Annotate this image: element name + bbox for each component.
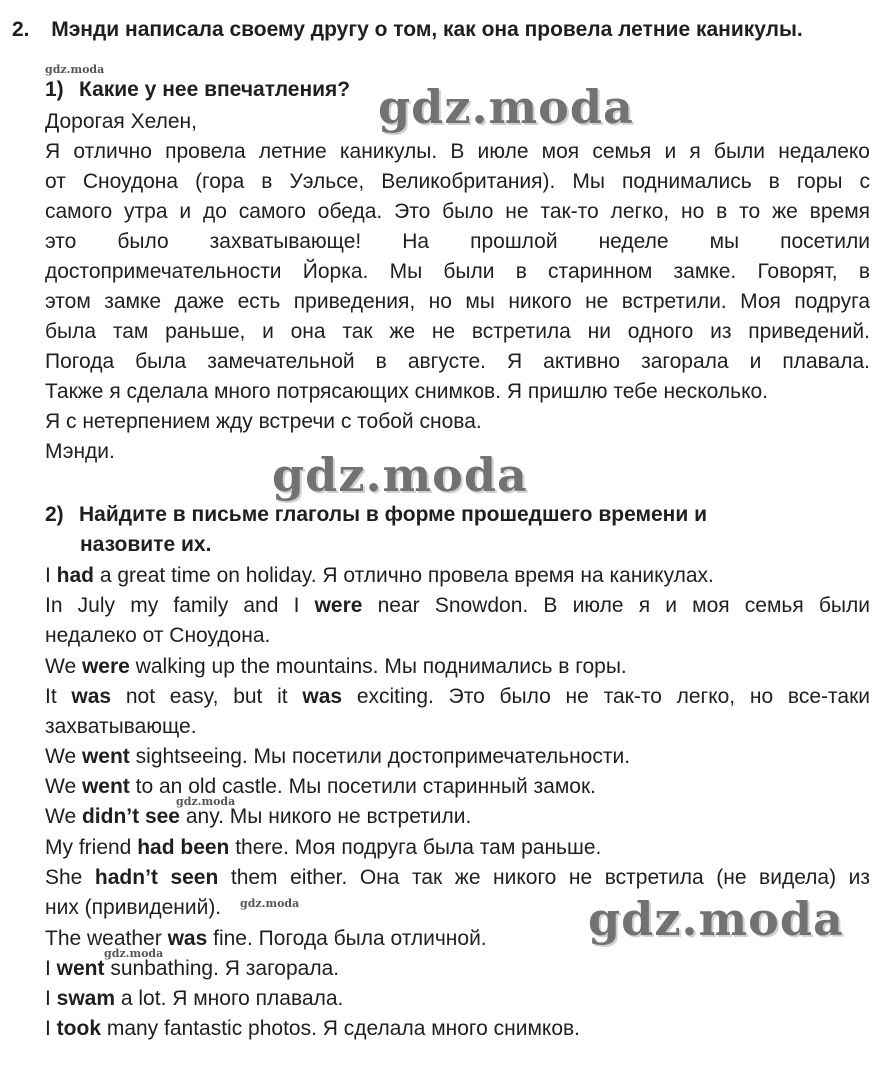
watermark-small: gdz.moda	[240, 897, 300, 910]
task-number: 2.	[12, 18, 30, 41]
letter-line: от Сноудона (гора в Уэльсе, Великобритания). Мы поднимались в горы с	[45, 170, 870, 193]
answer-text: a lot. Я много плавала.	[115, 987, 344, 1010]
past-verb: was	[71, 685, 112, 708]
answer-text: there. Моя подруга была там раньше.	[229, 836, 602, 859]
past-verb: swam	[56, 987, 116, 1010]
answer-text: We	[45, 745, 82, 768]
answer-text: fine. Погода была отличной.	[207, 927, 487, 950]
part2-number: 2)	[45, 503, 64, 526]
part2-question-line2: назовите их.	[80, 533, 212, 556]
answer-text: to an old castle. Мы посетили старинный замок.	[129, 775, 596, 798]
answer-line	[45, 954, 870, 984]
past-verb: went	[81, 745, 130, 768]
answer-text: walking up the mountains. Мы поднимались в горы.	[129, 655, 627, 678]
letter-line: это было захватывающе! На прошлой неделе мы посетили	[45, 230, 870, 253]
answer-text: We	[45, 775, 82, 798]
answer-text: I	[45, 1017, 57, 1040]
answer-text: She	[45, 866, 95, 889]
answer-text: sunbathing. Я загорала.	[104, 957, 340, 980]
answer-text: near Snowdon. В июле я и моя семья были	[362, 594, 870, 617]
answer-text: We	[45, 805, 82, 828]
past-verb: were	[314, 594, 363, 617]
answer-text: We	[45, 655, 82, 678]
past-verb: went	[56, 957, 105, 980]
past-verb: went	[81, 775, 130, 798]
letter-line: самого утра и до самого обеда. Это было не так-то легко, но в то же время	[45, 200, 870, 223]
answer-line	[45, 802, 870, 832]
past-verb: was	[302, 685, 343, 708]
letter-line: этом замке даже есть приведения, но мы никого не встретили. Моя подруга	[45, 290, 870, 313]
answer-line	[45, 682, 870, 712]
answer-line	[45, 833, 870, 863]
answer-text: exciting. Это было не так-то легко, но все-таки	[342, 685, 870, 708]
part1-number: 1)	[45, 78, 64, 101]
answer-line	[45, 772, 870, 802]
answer-text: sightseeing. Мы посетили достопримечательности.	[129, 745, 631, 768]
answer-line	[45, 591, 870, 621]
answer-text: many fantastic photos. Я сделала много снимков.	[101, 1017, 581, 1040]
past-verb: was	[167, 927, 208, 950]
past-verb: had been	[137, 836, 230, 859]
past-verb: were	[81, 655, 130, 678]
answer-text: I	[45, 987, 57, 1010]
watermark-small: gdz.moda	[176, 795, 236, 808]
answer-text: It	[45, 685, 72, 708]
task-title	[12, 15, 872, 45]
past-verb: didn’t see	[81, 805, 180, 828]
letter-line: Я с нетерпением жду встречи с тобой снова.	[45, 410, 482, 433]
answer-text: The weather	[45, 927, 168, 950]
answer-line: недалеко от Сноудона.	[45, 624, 271, 647]
answer-text: not easy, but it	[111, 685, 303, 708]
answer-text: In July my family and I	[45, 594, 315, 617]
answer-text: a great time on holiday. Я отлично провела время на каникулах.	[94, 564, 714, 587]
answer-text: I	[45, 957, 57, 980]
part1-question: Какие у нее впечатления?	[79, 78, 351, 101]
answer-line	[45, 984, 870, 1014]
letter-line: была там раньше, и она так же не встретила ни одного из приведений.	[45, 320, 870, 343]
answer-line	[45, 1014, 870, 1044]
answer-text: any. Мы никого не встретили.	[180, 805, 472, 828]
answer-text: I	[45, 564, 57, 587]
past-verb: took	[56, 1017, 101, 1040]
answer-line	[45, 561, 870, 591]
answer-line: захватывающе.	[45, 715, 197, 738]
letter-line: достопримечательности Йорка. Мы были в старинном замке. Говорят, в	[45, 260, 870, 283]
part2-heading	[45, 500, 870, 530]
task-title-text: Мэнди написала своему другу о том, как она провела летние каникулы.	[51, 18, 803, 41]
past-verb: hadn’t seen	[94, 866, 219, 889]
answer-line	[45, 863, 870, 893]
answer-line: них (привидений).	[45, 896, 222, 919]
watermark-large: gdz.moda	[272, 448, 528, 502]
watermark-small: gdz.moda	[104, 947, 164, 960]
answer-line	[45, 652, 870, 682]
watermark-small: gdz.moda	[45, 63, 105, 76]
letter-line: Погода была замечательной в августе. Я активно загорала и плавала.	[45, 350, 870, 373]
past-verb: had	[56, 564, 95, 587]
watermark-large: gdz.moda	[588, 892, 844, 946]
answer-line	[45, 742, 870, 772]
answer-text: My friend	[45, 836, 138, 859]
letter-line: Также я сделала много потрясающих снимков. Я пришлю тебе несколько.	[45, 380, 769, 403]
letter-line: Я отлично провела летние каникулы. В июле моя семья и я были недалеко	[45, 140, 870, 163]
answer-text: them either. Она так же никого не встретила (не видела) из	[218, 866, 871, 889]
watermark-large: gdz.moda	[378, 80, 634, 134]
part2-question-line1: Найдите в письме глаголы в форме прошедшего времени и	[79, 503, 708, 526]
letter-line: Дорогая Хелен,	[45, 110, 197, 133]
letter-signature: Мэнди.	[45, 440, 115, 463]
